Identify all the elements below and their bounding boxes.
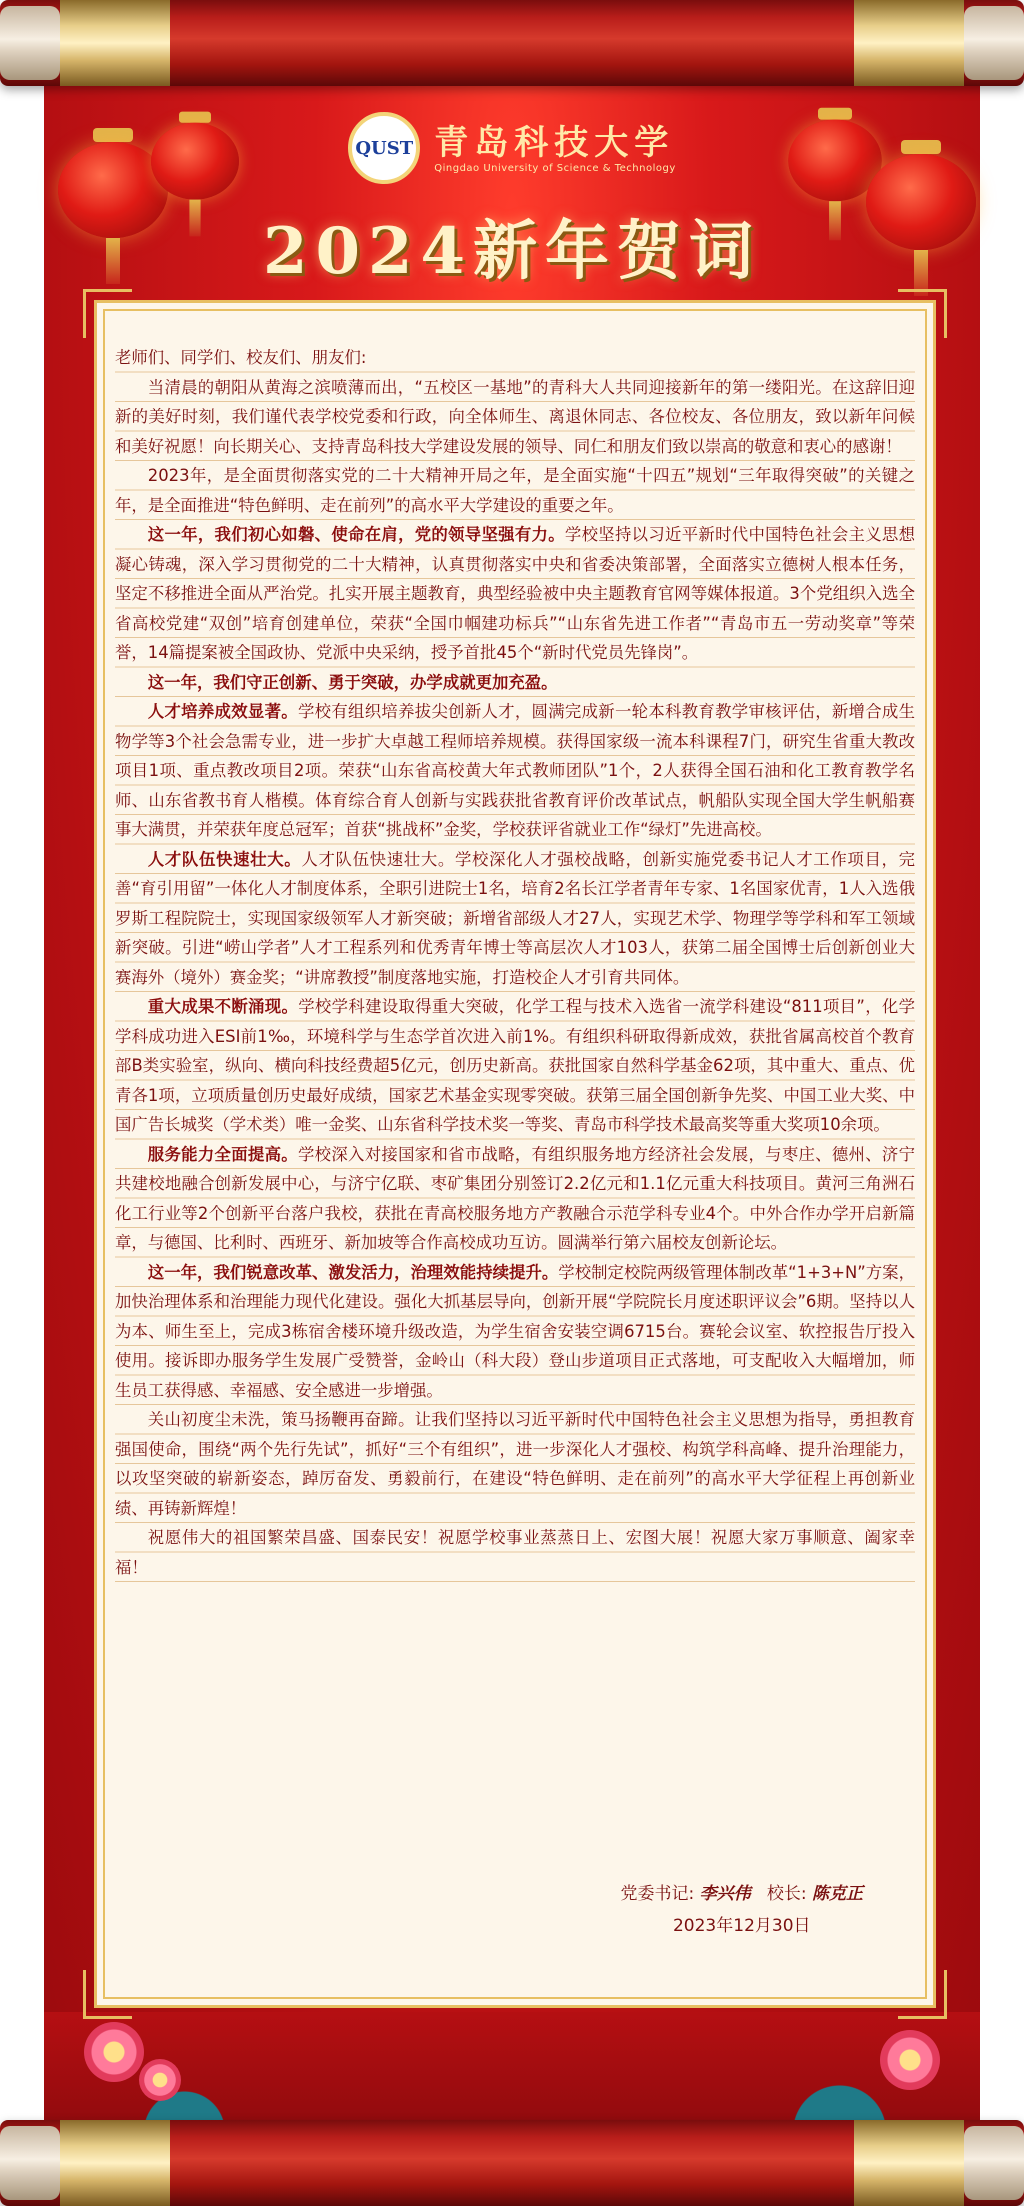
paragraph [115, 520, 915, 668]
secretary-name: 李兴伟 [699, 1884, 751, 1904]
paragraph-lead: 这一年，我们守正创新、勇于突破，办学成就更加充盈。 [147, 672, 558, 692]
paragraph-lead: 这一年，我们锐意改革、激发活力，治理效能持续提升。 [147, 1262, 559, 1282]
rod-band-left [60, 0, 170, 86]
signature-block [621, 1878, 864, 1942]
paragraph-text: 学校坚持以习近平新时代中国特色社会主义思想凝心铸魂，深入学习贯彻党的二十大精神，认真贯彻落实中央和省委决策部署，全面落实立德树人根本任务，坚定不移推进全面从严治党。扎实开展主题教育，典型经验被中央主题教育官网等媒体报道。3个党组织入选全省高校党建“双创”培育创建单位，荣获“全国巾帼建功标兵”“山东省先进工作者”“青岛市五一劳动奖章”等荣誉，14篇提案被全国政协、党派中央采纳，授予首批45个“新时代党员先锋岗”。 [115, 525, 916, 662]
rod-band-right [854, 2120, 964, 2206]
frame-corner [83, 289, 132, 338]
frame-corner [83, 1970, 132, 2019]
president-name: 陈克正 [812, 1884, 863, 1904]
paragraph: 2023年，是全面贯彻落实党的二十大精神开局之年，是全面实施“十四五”规划“三年取得突破”的关键之年，是全面推进“特色鲜明、走在前列”的高水平大学建设的重要之年。 [115, 466, 915, 515]
top-scroll-rod [0, 0, 1024, 86]
paragraph [115, 992, 915, 1140]
president-label: 校长: [766, 1884, 807, 1904]
paragraph [115, 1258, 915, 1406]
paragraph: 关山初度尘未洗，策马扬鞭再奋蹄。让我们坚持以习近平新时代中国特色社会主义思想为指导，勇担教育强国使命，围绕“两个先行先试”，抓好“三个有组织”，进一步深化人才强校、构筑学科高峰、提升治理能力，以攻坚突破的崭新姿态，踔厉奋发、勇毅前行，在建设“特色鲜明、走在前列”的高水平大学征程上再创新业绩、再铸新辉煌！ [115, 1410, 915, 1518]
bottom-scroll-rod [0, 2120, 1024, 2206]
paragraph [115, 1140, 915, 1258]
paragraph [115, 668, 915, 698]
paragraph-lead: 这一年，我们初心如磐、使命在肩，党的领导坚强有力。 [147, 525, 565, 544]
university-logo: QUST [348, 112, 420, 184]
header [0, 112, 1024, 292]
paragraph-lead: 人才队伍快速壮大。 [147, 849, 302, 869]
university-name: 青岛科技大学 [434, 122, 675, 163]
rod-knob-right [964, 2126, 1024, 2200]
page-title: 2024新年贺词 [262, 214, 762, 289]
paragraph-lead: 重大成果不断涌现。 [147, 997, 299, 1016]
greeting: 老师们、同学们、校友们、朋友们: [115, 348, 367, 367]
flower-icon [880, 2030, 940, 2090]
letter-date: 2023年12月30日 [672, 1916, 811, 1936]
paragraph-text: 学校学科建设取得重大突破，化学工程与技术入选省一流学科建设“811项目”，化学学科成功进入ESI前1‰，环境科学与生态学首次进入前1%。有组织科研取得新成效，获批省属高校首个教育部B类实验室，纵向、横向科技经费超5亿元，创历史新高。获批国家自然科学基金62项，其中重大、重点、优青各1项，立项质量创历史最好成绩，国家艺术基金实现零突破。获第三届全国创新争先奖、中国工业大奖、中国广告长城奖（学术类）唯一金奖、山东省科学技术奖一等奖、青岛市科学技术最高奖等重大奖项10余项。 [115, 997, 916, 1134]
paragraph-text: 学校深入对接国家和省市战略，有组织服务地方经济社会发展，与枣庄、德州、济宁共建校地融合创新发展中心，与济宁亿联、枣矿集团分别签订2.2亿元和1.1亿元重大科技项目。黄河三角洲石化工行业等2个创新平台落户我校，获批在青高校服务地方产教融合示范学科专业4个。中外合作办学开启新篇章，与德国、比利时、西班牙、新加坡等合作高校成功互访。圆满举行第六届校友创新论坛。 [115, 1144, 916, 1252]
paragraph-lead: 服务能力全面提高。 [147, 1144, 298, 1164]
university-name-en: Qingdao University of Science & Technology [434, 162, 676, 174]
rod-knob-left [0, 2126, 60, 2200]
flower-icon [139, 2059, 181, 2101]
rod-band-right [854, 0, 964, 86]
flower-icon [84, 2022, 144, 2082]
bottom-wave-decoration [44, 2012, 980, 2132]
frame-corner [898, 1970, 947, 2019]
rod-band-left [60, 2120, 170, 2206]
paragraph: 祝愿伟大的祖国繁荣昌盛、国泰民安！祝愿学校事业蒸蒸日上、宏图大展！祝愿大家万事顺意、阖家幸福！ [115, 1528, 915, 1577]
paragraph-text: 人才队伍快速壮大。学校深化人才强校战略，创新实施党委书记人才工作项目，完善“育引用留”一体化人才制度体系，全职引进院士1名，培育2名长江学者青年专家、1名国家优青，1人入选俄罗斯工程院院士，实现国家级领军人才新突破；新增省部级人才27人，实现艺术学、物理学等学科和军工领域新突破。引进“崂山学者”人才工程系列和优秀青年博士等高层次人才103人，获第二届全国博士后创新创业大赛海外（境外）赛金奖；“讲席教授”制度落地实施，打造校企人才引育共同体。 [115, 849, 916, 987]
paragraph-lead: 人才培养成效显著。 [147, 702, 298, 721]
paragraph-text: 学校制定校院两级管理体制改革“1+3+N”方案，加快治理体系和治理能力现代化建设。强化大抓基层导向，创新开展“学院院长月度述职评议会”6期。坚持以人为本、师生至上，完成3栋宿舍楼环境升级改造，为学生宿舍安装空调6715台。赛轮会议室、软控报告厅投入使用。接诉即办服务学生发展广受赞誉，金岭山（科大段）登山步道项目正式落地，可支配收入大幅增加，师生员工获得感、幸福感、安全感进一步增强。 [115, 1262, 915, 1400]
paragraph-text: 学校有组织培养拔尖创新人才，圆满完成新一轮本科教育教学审核评估，新增合成生物学等3个社会急需专业，进一步扩大卓越工程师培养规模。获得国家级一流本科课程7门，研究生省重大教改项目1项、重点教改项目2项。荣获“山东省高校黄大年式教师团队”1个，2人获得全国石油和化工教育教学名师、山东省教书育人楷模。体育综合育人创新与实践获批省教育评价改革试点，帆船队实现全国大学生帆船赛事大满贯，并荣获年度总冠军；首获“挑战杯”金奖，学校获评省就业工作“绿灯”先进高校。 [115, 702, 916, 839]
paragraph [115, 697, 915, 845]
frame-corner [898, 289, 947, 338]
paragraph [115, 845, 915, 993]
rod-knob-left [0, 6, 60, 80]
university-brand [0, 112, 1024, 184]
paragraph: 当清晨的朝阳从黄海之滨喷薄而出，“五校区一基地”的青科大人共同迎接新年的第一缕阳光。在这辞旧迎新的美好时刻，我们谨代表学校党委和行政，向全体师生、离退休同志、各位校友、各位朋友，致以新年问候和美好祝愿！向长期关心、支持青岛科技大学建设发展的领导、同仁和朋友们致以崇高的敬意和衷心的感谢！ [115, 377, 915, 456]
letter-body [115, 343, 915, 1582]
letter-paper [94, 300, 936, 2008]
secretary-label: 党委书记: [620, 1884, 695, 1904]
rod-knob-right [964, 6, 1024, 80]
